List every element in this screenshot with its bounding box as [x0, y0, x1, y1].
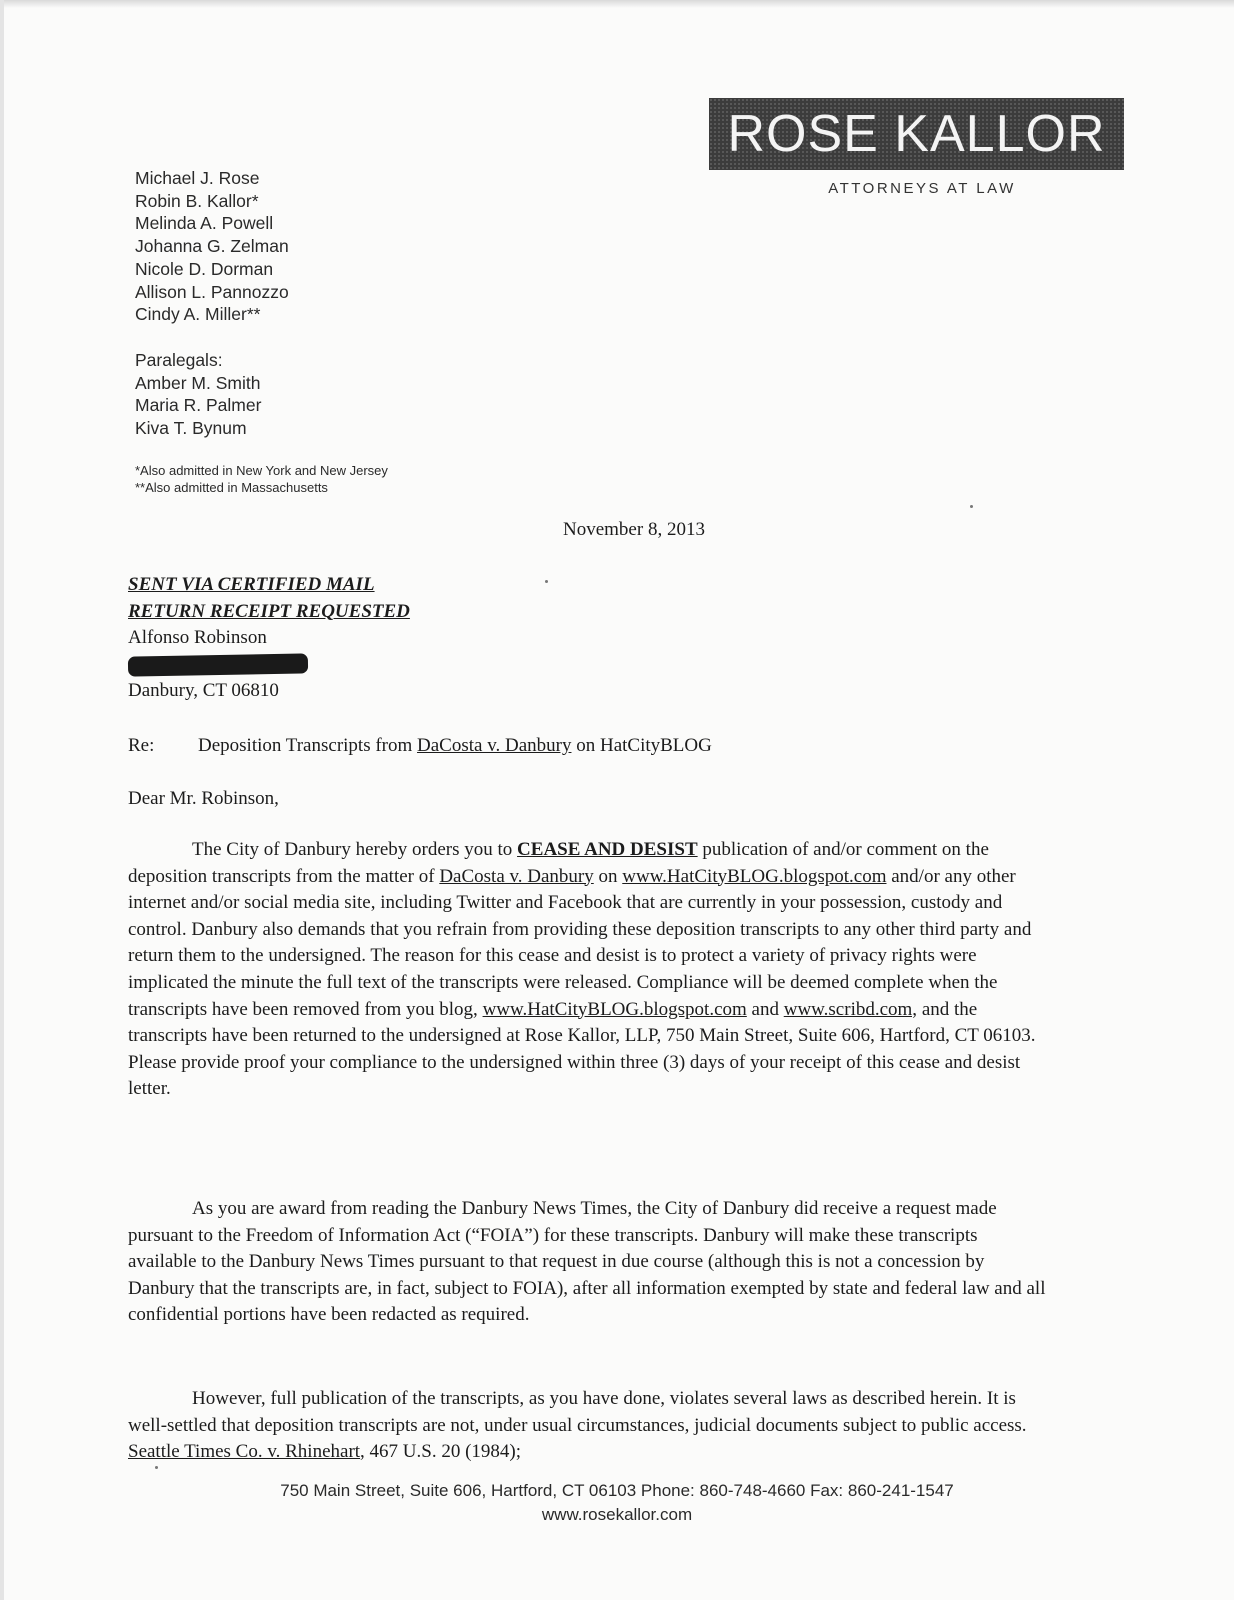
- scribd-url: www.scribd.com,: [783, 998, 918, 1020]
- text-run: on: [593, 865, 623, 887]
- letterhead-footer: [0, 1479, 1234, 1527]
- body-paragraph-3: [128, 1386, 1046, 1466]
- delivery-method: RETURN RECEIPT REQUESTED: [128, 600, 410, 622]
- text-run: publication of and/or comment on the deposition transcripts from the matter of: [128, 839, 989, 887]
- footer-website: www.rosekallor.com: [541, 1505, 693, 1524]
- paralegal-name: Amber M. Smith: [135, 372, 261, 393]
- paralegals-heading: Paralegals:: [135, 350, 223, 370]
- attorney-name: Allison L. Pannozzo: [135, 281, 289, 302]
- scan-speck: [155, 1466, 158, 1469]
- paralegal-list: [135, 349, 261, 440]
- admission-notes: [135, 462, 388, 496]
- admission-note: **Also admitted in Massachusetts: [135, 480, 328, 495]
- letter-date: November 8, 2013: [563, 519, 705, 540]
- cease-and-desist-emphasis: CEASE AND DESIST: [517, 839, 698, 860]
- scan-speck: [545, 580, 548, 583]
- paragraph-text: As you are award from reading the Danbury News Times, the City of Danbury did receive a request made pursuant to the Freedom of Information Act (“FOIA”) for these transcripts. Danbury will make these transcripts available to the Danbury News Times pursuant to that request in due course (although this is not a concession by Danbury that the transcripts are, in fact, subject to FOIA), after all information exempted by state and federal law and all confidential portions have been redacted as required.: [128, 1198, 1046, 1326]
- salutation: Dear Mr. Robinson,: [128, 788, 279, 809]
- delivery-method: SENT VIA CERTIFIED MAIL: [128, 574, 375, 595]
- subject-line: [128, 735, 712, 757]
- footer-address: 750 Main Street, Suite 606, Hartford, CT 06103 Phone: 860-748-4660 Fax: 860-241-1547: [280, 1481, 954, 1500]
- text-run: and the transcripts have been returned to the undersigned at Rose Kallor, LLP, 750 Main Street, Suite 606, Hartford, CT 06103. Please provide proof your compliance to the undersigned within three (3) days of your receipt of this cease and desist letter.: [128, 998, 1036, 1100]
- case-name: DaCosta v. Danbury: [417, 735, 572, 756]
- recipient-name: Alfonso Robinson: [128, 627, 267, 648]
- case-citation: Seattle Times Co. v. Rhinehart: [128, 1441, 361, 1463]
- attorney-name: Michael J. Rose: [135, 168, 260, 188]
- body-paragraph-1: [128, 837, 1046, 1103]
- re-text: Deposition Transcripts from: [198, 735, 418, 756]
- attorney-name: Cindy A. Miller**: [135, 304, 261, 325]
- re-label: Re:: [128, 735, 155, 756]
- scan-speck: [970, 505, 973, 508]
- recipient-city: Danbury, CT 06810: [128, 679, 279, 701]
- blog-url: www.HatCityBLOG.blogspot.com: [482, 998, 747, 1020]
- paralegal-name: Kiva T. Bynum: [135, 418, 247, 439]
- text-run: and/or any other internet and/or social media site, including Twitter and Facebook that are currently in your possession, custody and control. Danbury also demands that you refrain from providing these deposition transcripts to any other third party and return them to the undersigned. The reason for this cease and desist is to protect a variety of privacy rights were implicated the minute the full text of the transcripts were released. Compliance will be deemed complete when the transcripts have been removed from you blog,: [128, 865, 1032, 1020]
- blog-url: www.HatCityBLOG.blogspot.com: [622, 865, 887, 887]
- firm-logo: [709, 98, 1124, 170]
- scan-edge-left: [0, 0, 4, 1600]
- text-run: The City of Danbury hereby orders you to: [192, 839, 518, 860]
- re-text: on HatCityBLOG: [571, 735, 712, 756]
- redacted-street-address: [128, 653, 308, 676]
- text-run: , 467 U.S. 20 (1984);: [360, 1441, 522, 1463]
- text-run: and: [746, 998, 784, 1020]
- attorney-name: Nicole D. Dorman: [135, 258, 274, 279]
- logo-text: ROSE KALLOR: [727, 105, 1106, 163]
- attorney-list: [135, 167, 289, 326]
- attorney-name: Johanna G. Zelman: [135, 236, 289, 257]
- attorney-name: Robin B. Kallor*: [135, 190, 259, 211]
- text-run: However, full publication of the transcripts, as you have done, violates several laws as described herein. It is well-settled that deposition transcripts are not, under usual circumstances, judicial documents subject to public access.: [128, 1388, 1027, 1436]
- paralegal-name: Maria R. Palmer: [135, 395, 262, 416]
- attorney-name: Melinda A. Powell: [135, 213, 274, 234]
- scan-edge-top: [0, 0, 1234, 8]
- body-paragraph-2: [128, 1196, 1046, 1329]
- admission-note: *Also admitted in New York and New Jersey: [135, 463, 388, 478]
- firm-tagline: ATTORNEYS AT LAW: [828, 180, 1016, 197]
- case-name: DaCosta v. Danbury: [439, 865, 594, 887]
- recipient-block: [128, 572, 410, 704]
